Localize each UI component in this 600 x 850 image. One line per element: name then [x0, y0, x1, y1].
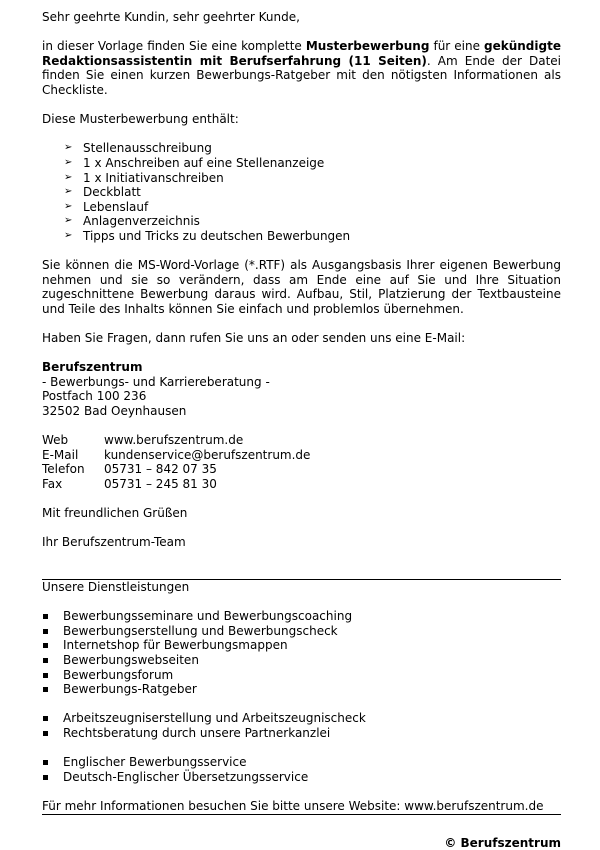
website-footer-line[interactable]: Für mehr Informationen besuchen Sie bitte unsere Website: www.berufszentrum.de	[42, 799, 561, 816]
service-list-item	[42, 726, 561, 741]
arrow-bullet-icon: ➢	[64, 156, 73, 168]
intro-text-3: . Am Ende der Datei finden Sie einen kurzen Bewerbungs-Ratgeber mit den nötigsten Informationen als Checkliste.	[42, 53, 561, 97]
intro-bold-position: gekündigte Redaktionsassistentin mit Berufserfahrung (11 Seiten)	[42, 39, 561, 68]
contents-list-item-label: 1 x Initiativanschreiben	[83, 170, 224, 185]
contact-email-label: E-Mail	[42, 447, 79, 462]
copyright-notice: © Berufszentrum	[444, 836, 561, 850]
service-list-item-label: Bewerbungsseminare und Bewerbungscoaching	[63, 609, 353, 624]
service-list-item-label: Internetshop für Bewerbungsmappen	[63, 638, 288, 653]
contact-fax-label: Fax	[42, 477, 63, 491]
contents-heading: Diese Musterbewerbung enthält:	[42, 112, 239, 127]
service-list-item-label: Englischer Bewerbungsservice	[63, 755, 247, 770]
square-bullet-icon	[43, 731, 48, 736]
salutation: Sehr geehrte Kundin, sehr geehrter Kunde,	[42, 10, 300, 24]
company-tagline: - Bewerbungs- und Karriereberatung -	[42, 374, 270, 389]
service-list-item	[42, 755, 561, 770]
contents-list-item-label: Deckblatt	[83, 185, 141, 200]
arrow-bullet-icon: ➢	[64, 200, 73, 212]
questions-line: Haben Sie Fragen, dann rufen Sie uns an oder senden uns eine E-Mail:	[42, 331, 466, 346]
contents-list-item	[42, 141, 561, 156]
square-bullet-icon	[43, 658, 48, 663]
document-page	[42, 10, 561, 815]
contents-list-item	[42, 185, 561, 200]
company-city: 32502 Bad Oeynhausen	[42, 404, 187, 419]
intro-text-2: für eine	[429, 39, 485, 54]
service-list-item	[42, 668, 561, 683]
square-bullet-icon	[43, 775, 48, 780]
closing: Mit freundlichen Grüßen	[42, 506, 188, 521]
service-list-item-label: Arbeitszeugniserstellung und Arbeitszeugnischeck	[63, 711, 366, 726]
signature: Ihr Berufszentrum-Team	[42, 535, 186, 550]
arrow-bullet-icon: ➢	[64, 186, 73, 198]
contact-web-value[interactable]: www.berufszentrum.de	[104, 433, 244, 448]
contents-list-item-label: Stellenausschreibung	[83, 141, 212, 156]
services-list-group-3	[42, 755, 561, 784]
contact-email-value[interactable]: kundenservice@berufszentrum.de	[104, 447, 311, 462]
service-list-item-label: Bewerbungsforum	[63, 667, 174, 682]
services-heading: Unsere Dienstleistungen	[42, 579, 190, 594]
contents-list-item	[42, 171, 561, 186]
contact-fax-value: 05731 – 245 81 30	[104, 477, 217, 491]
square-bullet-icon	[43, 760, 48, 765]
square-bullet-icon	[43, 673, 48, 678]
contents-list	[42, 141, 561, 243]
square-bullet-icon	[43, 643, 48, 648]
contact-web-label: Web	[42, 433, 69, 448]
service-list-item-label: Bewerbungserstellung und Bewerbungscheck	[63, 623, 338, 638]
intro-text-1: in dieser Vorlage finden Sie eine komplette	[42, 39, 306, 54]
contact-phone-row	[42, 462, 561, 477]
service-list-item	[42, 770, 561, 785]
service-list-item-label: Bewerbungs-Ratgeber	[63, 682, 197, 697]
intro-bold-product: Musterbewerbung	[305, 39, 430, 54]
service-list-item	[42, 624, 561, 639]
square-bullet-icon	[43, 687, 48, 692]
service-list-item-label: Deutsch-Englischer Übersetzungsservice	[63, 769, 309, 784]
contents-list-item	[42, 200, 561, 215]
arrow-bullet-icon: ➢	[64, 171, 73, 183]
contents-list-item	[42, 229, 561, 244]
contact-phone-value: 05731 – 842 07 35	[104, 462, 217, 477]
arrow-bullet-icon: ➢	[64, 229, 73, 241]
services-list-group-1	[42, 609, 561, 697]
service-list-item-label: Rechtsberatung durch unsere Partnerkanzlei	[63, 725, 331, 740]
contents-list-item-label: Tipps und Tricks zu deutschen Bewerbungen	[83, 228, 351, 243]
square-bullet-icon	[43, 629, 48, 634]
contact-fax-row	[42, 477, 561, 492]
arrow-bullet-icon: ➢	[64, 142, 73, 154]
company-postbox: Postfach 100 236	[42, 389, 147, 404]
square-bullet-icon	[43, 716, 48, 721]
contents-list-item-label: 1 x Anschreiben auf eine Stellenanzeige	[83, 155, 325, 170]
service-list-item	[42, 609, 561, 624]
arrow-bullet-icon: ➢	[64, 215, 73, 227]
service-list-item	[42, 711, 561, 726]
contents-list-item-label: Lebenslauf	[83, 199, 149, 214]
service-list-item	[42, 682, 561, 697]
contents-list-item	[42, 214, 561, 229]
intro-paragraph	[42, 39, 561, 97]
service-list-item	[42, 653, 561, 668]
contact-email-row	[42, 448, 561, 463]
square-bullet-icon	[43, 614, 48, 619]
contents-list-item-label: Anlagenverzeichnis	[83, 214, 200, 229]
services-list-group-2	[42, 711, 561, 740]
service-list-item-label: Bewerbungswebseiten	[63, 652, 199, 667]
contact-web-row	[42, 433, 561, 448]
template-paragraph: Sie können die MS-Word-Vorlage (*.RTF) als Ausgangsbasis Ihrer eigenen Bewerbung nehmen und sie so verändern, dass am Ende eine auf Sie und Ihre Situation zugeschnittene Bewerbung daraus wird. Aufbau, Stil, Platzierung der Textbausteine und Teile des Inhalts können Sie einfach und problemlos übernehmen.	[42, 258, 561, 316]
contents-list-item	[42, 156, 561, 171]
company-name: Berufszentrum	[42, 360, 143, 375]
service-list-item	[42, 638, 561, 653]
contact-phone-label: Telefon	[42, 462, 85, 477]
